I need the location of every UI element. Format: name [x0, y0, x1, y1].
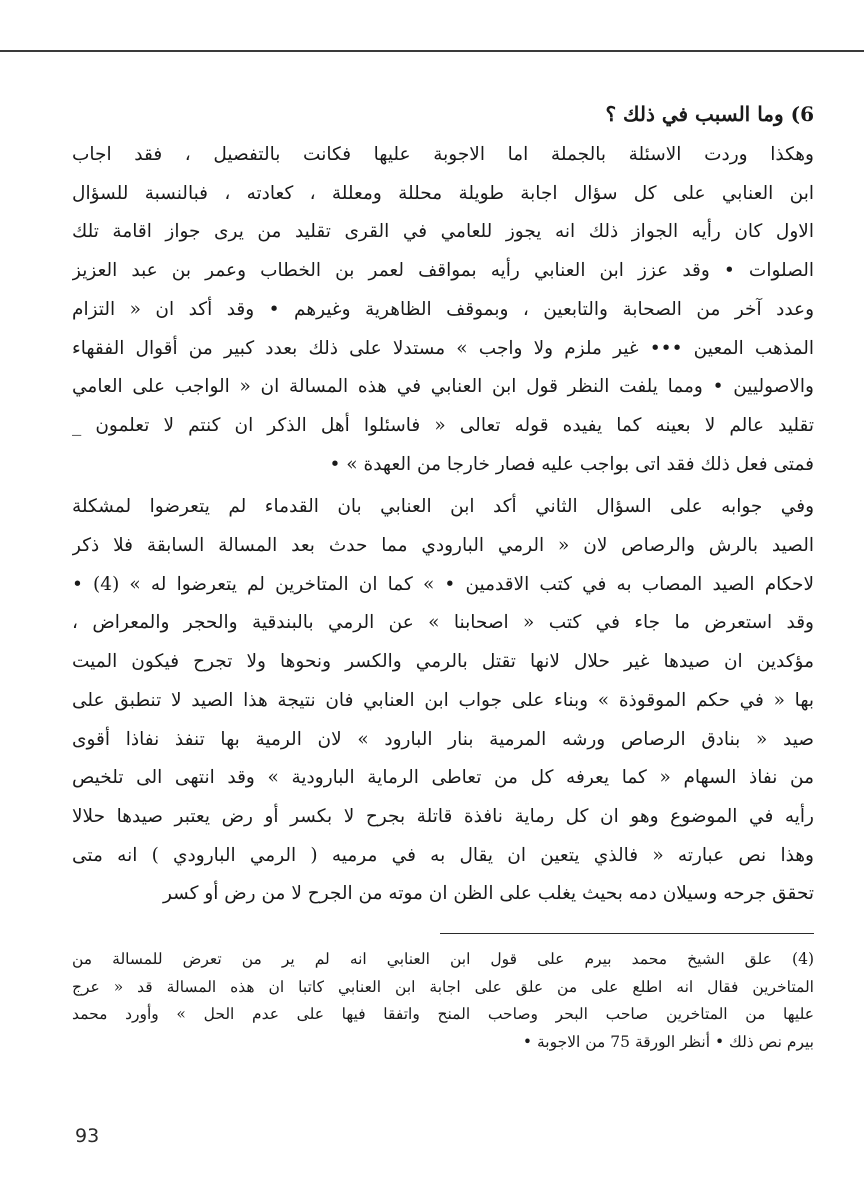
text-line: وعدد آخر من الصحابة والتابعين ، وبموقف الظاهرية وغيرهم • وقد أكد ان « التزام	[72, 298, 814, 320]
text-line: مؤكدين ان صيدها غير حلال لانها تقتل بالرمي والكسر ونحوها ولا تجرح فيكون الميت	[72, 651, 814, 673]
question-heading: 6) وما السبب في ذلك ؟	[605, 102, 814, 126]
text-line: فمتى فعل ذلك فقد اتى بواجب عليه فصار خارجا من العهدة » •	[329, 453, 814, 475]
text-line: رأيه في الموضوع وهو ان كل رماية نافذة قاتلة بجرح لا بكسر أو رض يعتبر صيدها حلالا	[72, 805, 814, 827]
header-rule	[0, 50, 864, 52]
text-line: الصيد بالرش والرصاص لان « الرمي البارودي مما حدث بعد المسالة السابقة فلا ذكر	[72, 535, 814, 557]
page-body	[72, 100, 814, 914]
text-line: وهذا نص عبارته « فالذي يتعين ان يقال به في مرميه ( الرمي البارودي ) انه متى	[72, 844, 814, 866]
footnote-line: المتاخرين فقال انه اطلع على من علق على اجابة ابن العنابي كاتبا ان هذه المسالة قد « عرج	[72, 977, 814, 996]
footnote-rule	[440, 933, 814, 934]
text-line: الاول كان رأيه الجواز ذلك انه يجوز للعامي في القرى تقليد من يرى جواز اقامة تلك	[72, 221, 814, 243]
text-line: ابن العنابي على كل سؤال اجابة طويلة محللة ومعللة ، كعادته ، فبالنسبة للسؤال	[72, 182, 814, 204]
footnote	[72, 946, 814, 1056]
text-line: وقد استعرض ما جاء في كتب « اصحابنا » عن الرمي بالبندقية والحجر والمعراض ،	[72, 612, 814, 634]
text-line: لاحكام الصيد المصاب به في كتب الاقدمين • » كما ان المتاخرين لم يتعرضوا له » (4) •	[72, 573, 814, 595]
paragraph-2	[72, 488, 814, 914]
text-line: صيد « بنادق الرصاص ورشه المرمية بنار البارود » لان الرمية بها تنفذ نفاذا أقوى	[72, 728, 814, 750]
text-line: الصلوات • وقد عزز ابن العنابي رأيه بمواقف لعمر بن الخطاب وعمر بن عبد العزيز	[72, 260, 814, 282]
text-line: من نفاذ السهام « كما يعرفه كل من تعاطى الرماية البارودية » وقد انتهى الى تلخيص	[72, 767, 814, 789]
footnote-line: بيرم نص ذلك • أنظر الورقة 75 من الاجوبة •	[522, 1032, 814, 1051]
footnote-line: عليها من المتاخرين صاحب البحر وصاحب المنح واتفقا فيها على عدم الحل » وأورد محمد	[72, 1005, 814, 1023]
paragraph-1	[72, 136, 814, 484]
page-number: 93	[75, 1125, 100, 1147]
text-line: بها « في حكم الموقوذة » وبناء على جواب ابن العنابي فان نتيجة هذا الصيد لا تنطبق على	[72, 689, 814, 711]
text-line: وهكذا وردت الاسئلة بالجملة اما الاجوبة عليها فكانت بالتفصيل ، فقد اجاب	[72, 144, 814, 165]
text-line: تقليد عالم لا بعينه كما يفيده قوله تعالى « فاسئلوا أهل الذكر ان كنتم لا تعلمون _	[72, 414, 814, 436]
text-line: تحقق جرحه وسيلان دمه بحيث يغلب على الظن ان موته من الجرح لا من رض أو كسر	[162, 883, 814, 905]
text-line: وفي جوابه على السؤال الثاني أكد ابن العنابي بان القدماء لم يتعرضوا لمشكلة	[72, 496, 814, 518]
text-line: والاصوليين • ومما يلفت النظر قول ابن العنابي في هذه المسالة ان « الواجب على العامي	[72, 376, 814, 398]
text-line: المذهب المعين ••• غير ملزم ولا واجب » مستدلا على ذلك بعدد كبير من أقوال الفقهاء	[72, 337, 814, 359]
footnote-line: (4) علق الشيخ محمد بيرم على قول ابن العنابي انه لم ير من تعرض للمسالة من	[72, 950, 814, 968]
